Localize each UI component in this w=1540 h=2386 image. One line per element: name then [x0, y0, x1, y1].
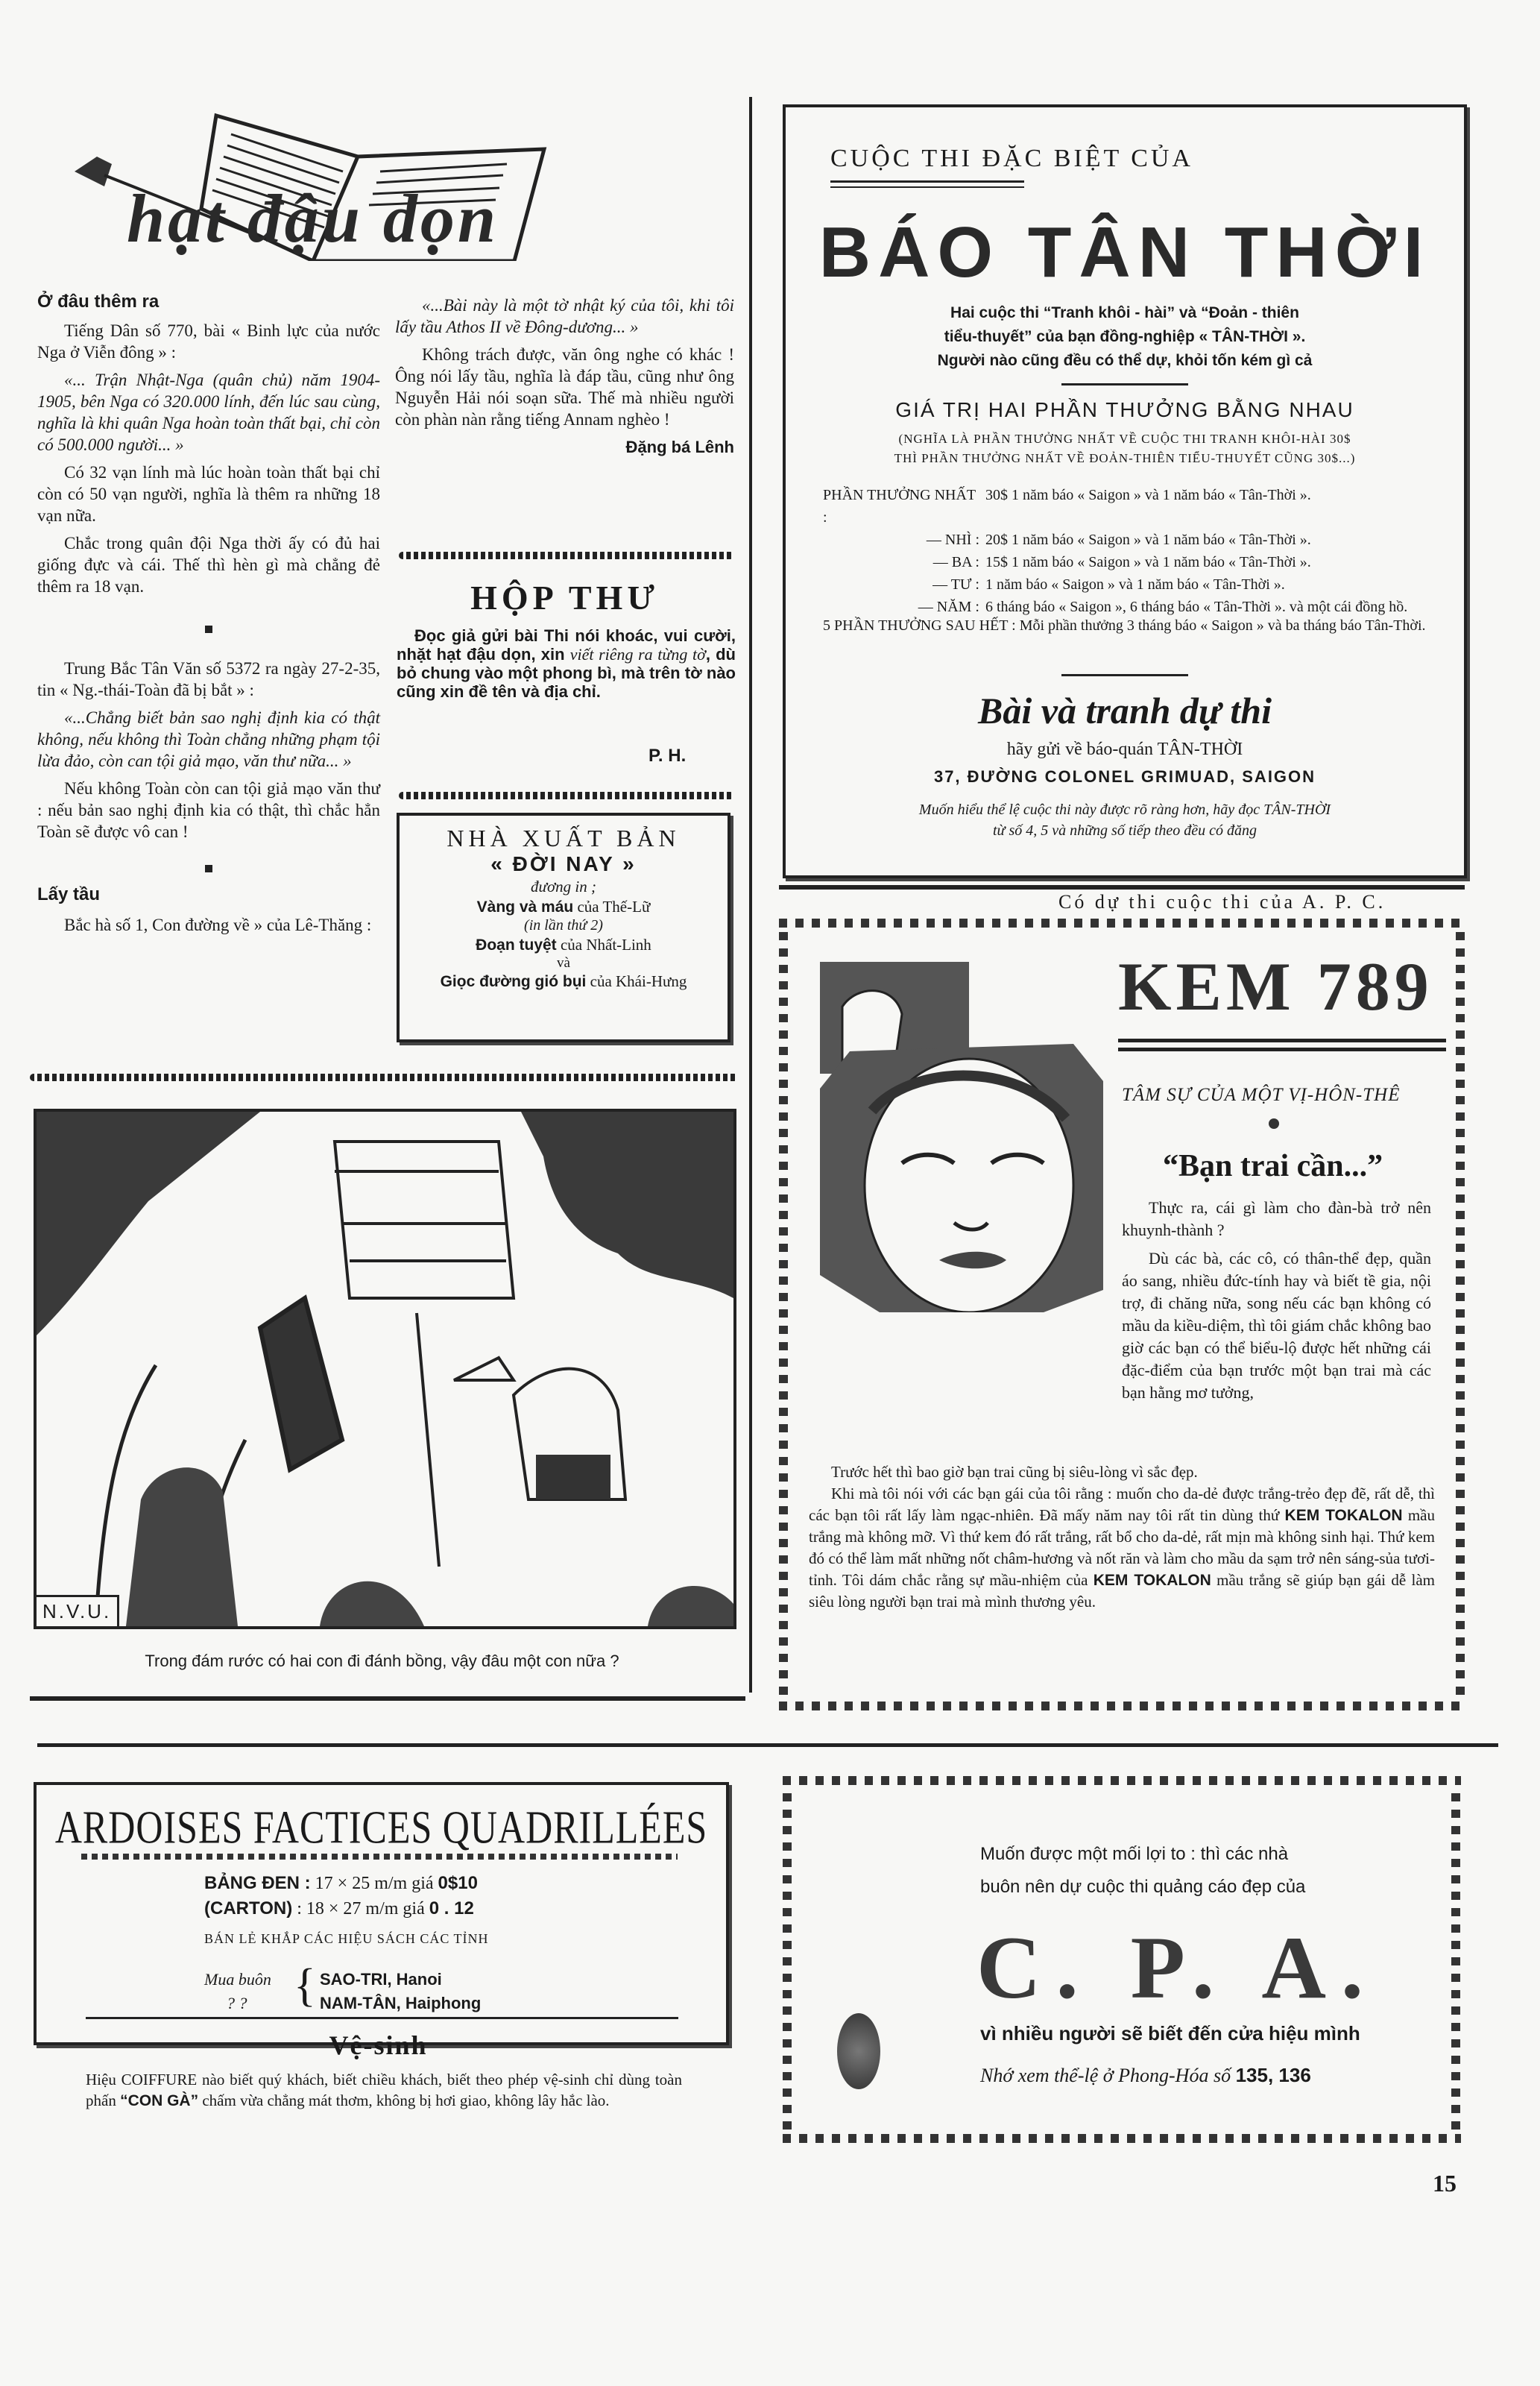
- tan-thoi-title: BÁO TÂN THỜI: [818, 213, 1431, 292]
- prize-text: 20$ 1 năm báo « Saigon » và 1 năm báo « Tân-Thời ».: [985, 532, 1311, 548]
- kem-body-right: [1122, 1197, 1431, 1410]
- column-divider: [749, 97, 752, 1693]
- cpa-intro-line: buôn nên dự cuộc thi quảng cáo đẹp của: [980, 1877, 1306, 1897]
- paragraph: Nếu không Toàn còn can tội giả mạo văn thư : nếu bản sao nghị định kia có thật, thì chắc hẳn Toàn sẽ được vô can !: [37, 779, 380, 841]
- hop-thu-signature: P. H.: [648, 746, 687, 766]
- wavy-divider: [30, 1074, 738, 1081]
- dealer: NAM-TÂN, Haiphong: [320, 1994, 482, 2012]
- paragraph-part: mầu trắng mà không mỡ. Vì thứ kem đó rất trắng, rất bổ cho da-dẻ, rất mịn mà không sinh hại. Thứ kem đó có thể làm mất những nốt châm-hương và nốt răn và làm cho mầu da sạm trở nên sáng-sủa tươi-tỉnh. Tôi dám chắc rằng sự mầu-nhiệm của: [809, 1506, 1435, 1589]
- decorative-border: [779, 932, 788, 1700]
- cpa-intro: [980, 1838, 1305, 1904]
- dealers: [320, 1968, 481, 2015]
- book-entry: [400, 972, 728, 991]
- prize-row: [823, 551, 1442, 573]
- decorative-border: [779, 1702, 1465, 1710]
- wavy-divider: [399, 792, 734, 799]
- prize-heading: GIÁ TRỊ HAI PHẦN THƯỞNG BẰNG NHAU: [895, 398, 1354, 421]
- last-prizes-label: 5 PHẦN THƯỞNG SAU HẾT :: [823, 617, 1016, 634]
- hygiene-text: [86, 2069, 682, 2112]
- decorative-border: [783, 2134, 1461, 2143]
- publisher-line1: NHÀ XUẤT BẢN: [446, 825, 681, 852]
- hygiene-text-a: Hiệu COIFFURE nào biết quý khách, biết chiều khách, biết theo phép vệ-sinh chỉ dùng toàn phấn: [86, 2071, 682, 2109]
- signature: Đặng bá Lênh: [625, 438, 734, 456]
- decorative-border: [783, 1776, 1461, 1785]
- page-divider: [30, 1696, 745, 1701]
- tan-thoi-kicker: CUỘC THI ĐẶC BIỆT CỦA: [830, 145, 1193, 172]
- cpa-issue-numbers: 135, 136: [1235, 2064, 1311, 2086]
- intro-line: tiểu-thuyết” của bạn đồng-nghiệp « TÂN-THỜI ».: [944, 328, 1306, 345]
- paragraph: Chắc trong quân đội Nga thời ấy có đủ hai giống đực và cái. Thế thì hèn gì mà chẳng đẻ thêm ra 18 vạn.: [37, 534, 380, 596]
- tan-thoi-ad-box: [783, 104, 1467, 878]
- book-title: Vàng và máu: [476, 898, 574, 916]
- prize-label: — NĂM :: [918, 599, 979, 615]
- price-size: 17 × 25 m/m giá: [315, 1874, 434, 1893]
- tan-thoi-intro: [786, 301, 1464, 373]
- paragraph-part: Khi mà tôi nói với các bạn gái của tôi rằng : muốn cho da-dẻ được trắng-trẻo đẹp đẽ, rất dễ, thì các bạn tôi rất lấy làm ngạc-nhiên. Đã mấy năm nay tôi rất tin dùng thứ: [809, 1485, 1435, 1524]
- ornament-dot-icon: [1269, 1118, 1279, 1129]
- conjunction: và: [557, 955, 570, 971]
- decorative-border: [1456, 932, 1465, 1700]
- page-number: 15: [1433, 2170, 1457, 2197]
- price-row: [204, 1896, 489, 1921]
- wholesale-label-line: ? ?: [227, 1994, 247, 2012]
- divider: [1061, 674, 1188, 676]
- retail-note: BÁN LẺ KHẮP CÁC HIỆU SÁCH CÁC TỈNH: [204, 1931, 489, 1946]
- paragraph: Trung Bắc Tân Văn số 5372 ra ngày 27-2-35, tin « Ng.-thái-Toàn đã bị bắt » :: [37, 659, 380, 699]
- kicker-underline: [830, 180, 1024, 183]
- separator-square-icon: [37, 617, 380, 638]
- brand-name: KEM TOKALON: [1284, 1507, 1403, 1524]
- procession-drawing-icon: [37, 1112, 733, 1626]
- book-title: Đoạn tuyệt: [476, 937, 557, 954]
- paragraph: [809, 1483, 1435, 1613]
- hop-thu-text-a: Đọc giả gửi bài Thi nói khoác, vui cười, nhặt hạt đậu dọn, xin: [397, 626, 736, 664]
- price-size: : 18 × 27 m/m giá: [297, 1899, 425, 1918]
- quote: «...Bài này là một tờ nhật ký của tôi, khi tôi lấy tầu Athos II về Đông-dương... »: [395, 296, 734, 336]
- prize-label: — BA :: [932, 554, 979, 570]
- brand-name: KEM TOKALON: [1093, 1572, 1211, 1589]
- ardoises-ad-box: [34, 1782, 729, 2045]
- divider: [779, 885, 1465, 890]
- book-title: Giọc đường gió bụi: [440, 973, 587, 990]
- cpa-line4-italic: Nhớ xem thể-lệ ở Phong-Hóa số: [980, 2065, 1231, 2086]
- kem-headline: “Bạn trai cần...”: [1163, 1149, 1383, 1183]
- wavy-divider: [399, 552, 734, 559]
- prize-text: 30$ 1 năm báo « Saigon » và 1 năm báo « Tân-Thời ».: [985, 487, 1311, 503]
- paragraph: Không trách được, văn ông nghe có khác ! Ông nói lấy tầu, nghĩa là đáp tầu, cũng như ông Nguyễn Hải nói soạn sữa. Thế mà nhiều người còn phàn nàn rằng tiếng Annam nghèo !: [395, 345, 734, 429]
- tan-thoi-footnote: [786, 799, 1464, 841]
- prize-note-line: THÌ PHẦN THƯỞNG NHẤT VỀ ĐOẢN-THIÊN TIỂU-THUYẾT CŨNG 30$...): [894, 451, 1356, 465]
- separator-square-icon: [37, 856, 380, 878]
- prize-note-line: (NGHĨA LÀ PHẦN THƯỞNG NHẤT VỀ CUỘC THI TRANH KHÔI-HÀI 30$: [898, 432, 1351, 446]
- apc-note: Có dự thi cuộc thi của A. P. C.: [1058, 891, 1386, 913]
- paragraph: Dù các bà, các cô, có thân-thể đẹp, quần áo sang, nhiều đức-tính hay và biết tề gia, nội trợ, đi chăng nữa, song nếu các bạn không có mầu da kiều-diệm, thì tôi giám chắc không bao giờ các bạn có thể biểu-lộ được hết những cái đặc-điểm của bạn trước một bạn trai mà các bạn hằng mơ tưởng,: [1122, 1249, 1431, 1402]
- ardoises-title: ARDOISES FACTICES QUADRILLÉES: [54, 1801, 708, 1854]
- header-title-art: hạt đậu dọn: [127, 180, 499, 256]
- kem-title: KEM 789: [1118, 948, 1433, 1024]
- price-value: 0 . 12: [429, 1898, 474, 1918]
- cpa-intro-line: Muốn được một mối lợi to : thì các nhà: [980, 1844, 1289, 1864]
- book-note: (in lần thứ 2): [524, 917, 603, 934]
- hop-thu-text-italic: viết riêng ra từng tờ: [569, 645, 706, 664]
- cpa-seal-icon: [837, 2013, 880, 2089]
- last-prizes-text: Mỗi phần thưởng 3 tháng báo « Saigon » và ba tháng báo Tân-Thời.: [1019, 617, 1426, 634]
- kem-kicker: TÂM SỰ CỦA MỘT VỊ-HÔN-THÊ: [1122, 1085, 1401, 1105]
- middle-column: [395, 295, 734, 458]
- paragraph-part: mầu trắng sẽ giúp bạn gái dễ làm siêu lòng người bạn trai mà mình thương yêu.: [809, 1571, 1435, 1611]
- divider: [1118, 1039, 1446, 1042]
- book-author: của Khái-Hưng: [590, 972, 687, 990]
- price-value: 0$10: [438, 1873, 478, 1893]
- woman-portrait-illustration: [820, 962, 1103, 1312]
- prize-row: [823, 529, 1442, 551]
- prize-label: — NHÌ :: [926, 532, 979, 548]
- decorative-border: [1451, 1793, 1460, 2132]
- divider: [1061, 383, 1188, 385]
- last-prizes: [823, 614, 1442, 637]
- quote: «...Chẳng biết bản sao nghị định kia có thật không, nếu không thì Toàn chẳng những phạm tội lừa đảo, còn can tội giả mạo, văn thư nữa... »: [37, 708, 380, 770]
- prize-label: PHẦN THƯỞNG NHẤT :: [823, 487, 976, 526]
- decorative-border: [779, 919, 1465, 928]
- hop-thu-text-b: , dù bỏ chung vào một phong bì, mà trên tờ nào cũng xin đề tên và địa chỉ.: [397, 645, 736, 701]
- cartoon-caption: Trong đám rước có hai con đi đánh bồng, vậy đâu một con nữa ?: [145, 1652, 619, 1670]
- brand-name: “CON GÀ”: [120, 2092, 199, 2109]
- wholesale-label-line: Mua buôn: [204, 1970, 271, 1989]
- prize-row: [823, 484, 1442, 529]
- cartoon-signature: N.V.U.: [37, 1595, 119, 1626]
- book-author: của Nhất-Linh: [560, 936, 651, 954]
- intro-line: Người nào cũng đều có thể dự, khỏi tốn kém gì cả: [937, 352, 1313, 369]
- submit-title: Bài và tranh dự thi: [978, 690, 1272, 731]
- woman-face-icon: [820, 962, 1103, 1312]
- left-column: [37, 291, 380, 942]
- prize-list: [823, 484, 1442, 618]
- kem-body-wide: [809, 1461, 1435, 1613]
- dealer: SAO-TRI, Hanoi: [320, 1970, 442, 1989]
- divider: [1118, 1048, 1446, 1051]
- price-label: BẢNG ĐEN :: [204, 1873, 311, 1893]
- publisher-name: « ĐỜI NAY »: [490, 852, 637, 875]
- prize-row: [823, 573, 1442, 596]
- paragraph: Bắc hà số 1, Con đường về » của Lê-Thăng :: [64, 916, 372, 934]
- cpa-line3: vì nhiều người sẽ biết đến cửa hiệu mình: [980, 2022, 1360, 2045]
- price-list: [204, 1871, 489, 1951]
- cpa-line4: [980, 2064, 1311, 2087]
- prize-note: [786, 429, 1464, 468]
- section-title: Lấy tầu: [37, 884, 101, 904]
- hop-thu-text: [397, 626, 736, 701]
- publisher-line3: đương in ;: [531, 878, 596, 895]
- page-divider: [37, 1743, 1498, 1747]
- footnote-line: Muốn hiểu thể lệ cuộc thi này được rõ ràng hơn, hãy đọc TÂN-THỜI: [918, 802, 1331, 818]
- quote: «... Trận Nhật-Nga (quân chủ) năm 1904-1905, bên Nga có 320.000 lính, đến lúc sau cùng, nghĩa là khi quân Nga hoàn toàn thất bại, chỉ còn có 500.000 người... »: [37, 371, 380, 454]
- kicker-underline: [830, 186, 1024, 188]
- prize-text: 6 tháng báo « Saigon », 6 tháng báo « Tân-Thời ». và một cái đồng hồ.: [985, 599, 1408, 615]
- hop-thu-title: HỘP THƯ: [470, 579, 659, 617]
- submit-address: 37, ĐƯỜNG COLONEL GRIMUAD, SAIGON: [933, 767, 1316, 786]
- book-entry: [400, 936, 728, 954]
- section-title: Ở đâu thêm ra: [37, 292, 160, 312]
- footnote-line: từ số 4, 5 và những số tiếp theo đều có đăng: [993, 822, 1257, 839]
- paragraph: Trước hết thì bao giờ bạn trai cũng bị siêu-lòng vì sắc đẹp.: [831, 1463, 1198, 1481]
- prize-label: — TƯ :: [932, 576, 979, 593]
- wholesale-label: [204, 1968, 271, 2015]
- paragraph: Có 32 vạn lính mà lúc hoàn toàn thất bại chỉ còn có 50 vạn người, nghĩa là thêm ra những 18 vạn nữa.: [37, 463, 380, 525]
- paragraph: Thực ra, cái gì làm cho đàn-bà trở nên khuynh-thành ?: [1122, 1198, 1431, 1239]
- hygiene-title: Vệ-sinh: [329, 2030, 428, 2060]
- book-entry: [400, 898, 728, 916]
- cpa-title: C. P. A.: [976, 1918, 1378, 2017]
- hygiene-text-b: chấm vừa chẳng mát thơm, không bị hơi giao, không lây hắc lào.: [198, 2091, 610, 2109]
- intro-line: Hai cuộc thi “Tranh khôi - hài” và “Đoản - thiên: [950, 304, 1299, 321]
- price-row: [204, 1871, 489, 1896]
- brace-icon: {: [294, 1960, 316, 2011]
- decorative-border: [783, 1793, 792, 2132]
- submit-line: hãy gửi về báo-quán TÂN-THỜI: [1006, 740, 1243, 759]
- decorative-border: [81, 1854, 678, 1860]
- publisher-ad-box: [397, 813, 730, 1042]
- divider: [86, 2017, 678, 2019]
- cartoon-illustration: [34, 1109, 736, 1629]
- paragraph: Tiếng Dân số 770, bài « Binh lực của nước Nga ở Viễn đông » :: [37, 321, 380, 362]
- book-author: của Thế-Lữ: [577, 898, 651, 916]
- prize-text: 15$ 1 năm báo « Saigon » và 1 năm báo « Tân-Thời ».: [985, 554, 1311, 570]
- prize-text: 1 năm báo « Saigon » và 1 năm báo « Tân-Thời ».: [985, 576, 1285, 593]
- price-label: (CARTON): [204, 1898, 293, 1918]
